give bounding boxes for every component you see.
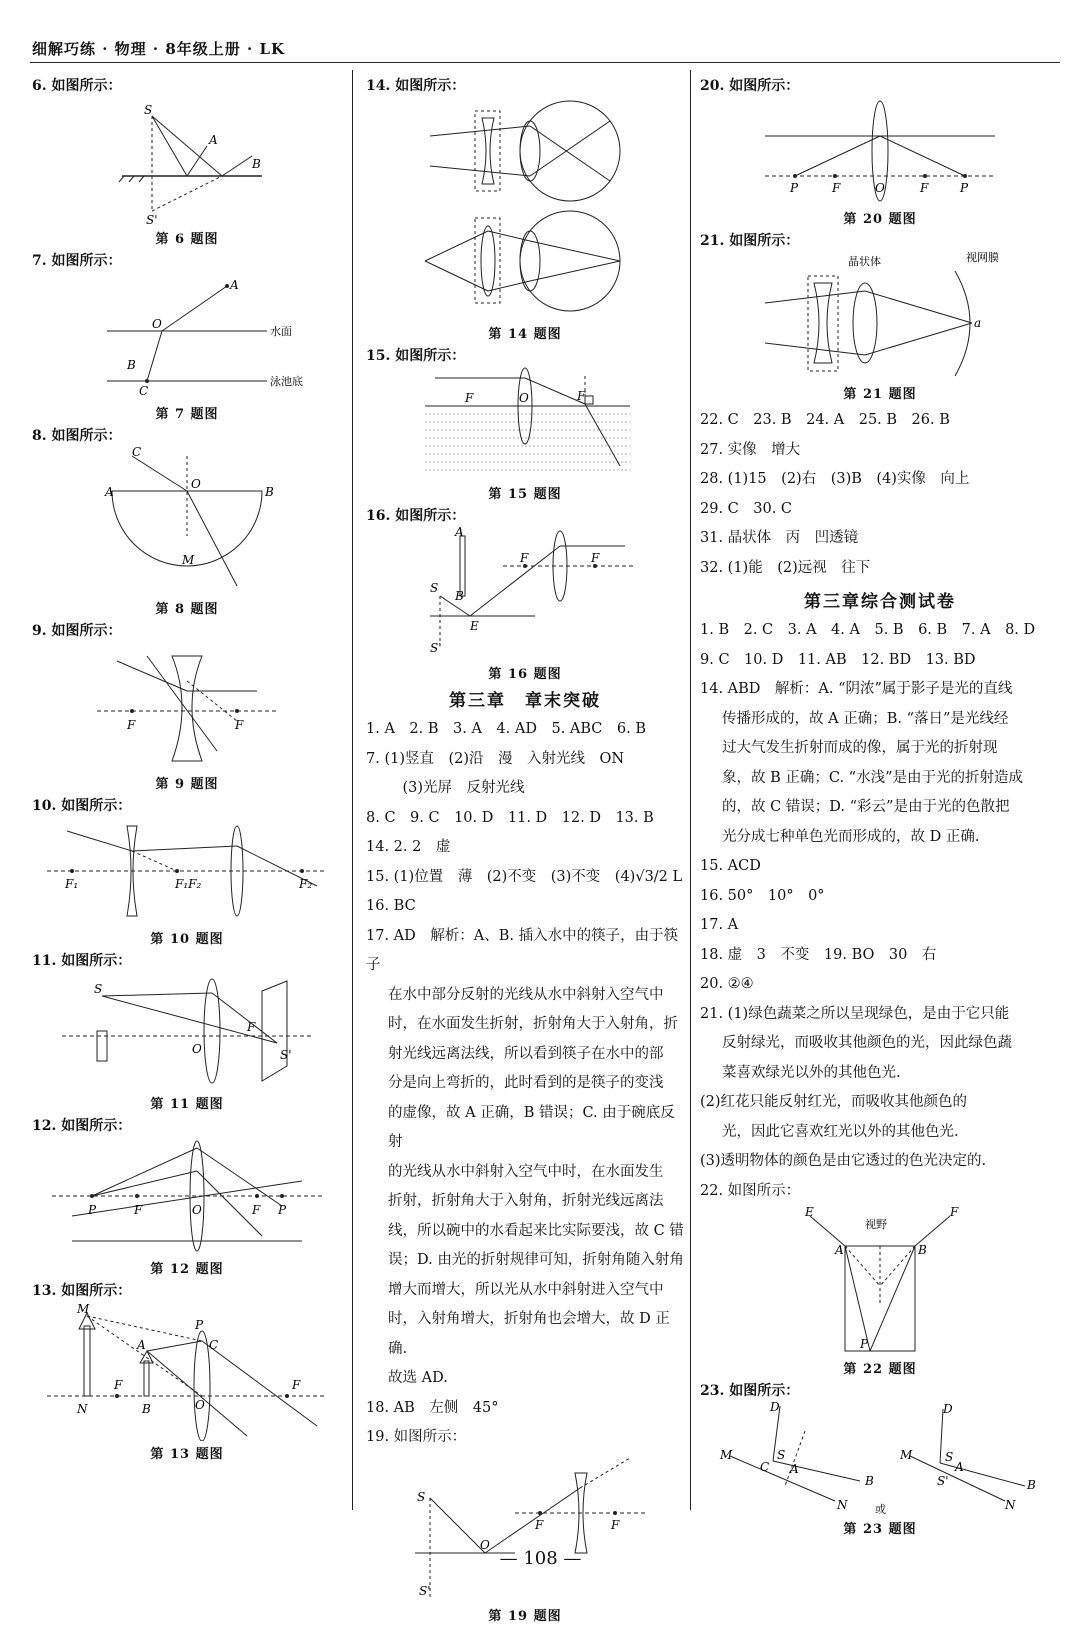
svg-text:F₁: F₁ <box>65 877 79 891</box>
caption-11: 第 11 题图 <box>150 1097 224 1112</box>
svg-text:O: O <box>519 391 529 405</box>
svg-text:B: B <box>127 358 136 372</box>
answer-line: 20. ②④ <box>700 976 754 992</box>
svg-text:P: P <box>278 1203 287 1217</box>
caption-19: 第 19 题图 <box>488 1608 562 1624</box>
svg-text:B: B <box>252 157 261 171</box>
svg-text:D: D <box>770 1401 780 1414</box>
svg-text:O: O <box>152 317 162 331</box>
col2-answer-list <box>366 715 684 1453</box>
svg-text:O: O <box>195 1398 205 1412</box>
svg-text:P: P <box>860 1337 869 1351</box>
svg-text:C: C <box>139 384 149 398</box>
svg-text:S': S' <box>430 641 442 655</box>
caption-23: 第 23 题图 <box>843 1522 917 1537</box>
answer-line: 误；D. 由光的折射规律可知，折射角随入射角 <box>388 1252 684 1268</box>
svg-text:A: A <box>455 526 464 539</box>
q6-label: 6. 如图所示： <box>32 78 122 94</box>
answer-line: 在水中部分反射的光线从水中斜射入空气中 <box>388 986 664 1003</box>
answer-line: 8. C 9. C 10. D 11. D 12. D 13. B <box>366 809 654 826</box>
svg-text:S': S' <box>937 1474 949 1488</box>
answer-line: 15. ACD <box>700 858 761 874</box>
svg-text:D: D <box>943 1402 953 1416</box>
answer-line: 21. (1)绿色蔬菜之所以呈现绿色，是由于它只能 <box>700 1005 1010 1022</box>
col3-answer-list-b <box>700 616 1060 1206</box>
svg-text:C: C <box>209 1338 219 1352</box>
figure-21 <box>760 251 1000 381</box>
column-divider-1 <box>352 70 353 1510</box>
figure-11 <box>52 971 322 1091</box>
svg-text:F₁F₂: F₁F₂ <box>175 877 202 891</box>
figure-12 <box>42 1136 332 1256</box>
q10-label: 10. 如图所示： <box>32 798 132 814</box>
svg-text:B: B <box>142 1402 151 1416</box>
svg-text:F: F <box>134 1203 143 1217</box>
svg-text:E: E <box>470 619 479 633</box>
svg-text:C: C <box>760 1460 770 1474</box>
answer-line: 的虚像，故 A 正确，B 错误；C. 由于碗底反射 <box>388 1104 675 1150</box>
caption-20: 第 20 题图 <box>843 212 917 227</box>
answer-line: 27. 实像 增大 <box>700 441 801 458</box>
answer-line: (3)透明物体的颜色是由它透过的色光决定的. <box>700 1153 987 1169</box>
caption-15: 第 15 题图 <box>488 487 562 502</box>
svg-text:M: M <box>720 1448 733 1462</box>
q12-label: 12. 如图所示： <box>32 1118 132 1134</box>
caption-8: 第 8 题图 <box>155 602 219 617</box>
svg-text:F: F <box>611 1517 620 1532</box>
answer-line: 射光线远离法线，所以看到筷子在水中的部 <box>388 1045 664 1062</box>
column-1 <box>32 72 342 1466</box>
svg-text:B: B <box>265 485 274 499</box>
water-surface-label: 水面 <box>270 325 292 338</box>
answer-line: 22. 如图所示： <box>700 1182 801 1199</box>
svg-text:S: S <box>945 1450 954 1464</box>
svg-text:S': S' <box>280 1048 292 1062</box>
svg-text:B: B <box>865 1474 874 1488</box>
q23-label: 23. 如图所示： <box>700 1383 800 1399</box>
figure-15 <box>415 366 635 481</box>
answer-line: 14. 2. 2 虚 <box>366 839 451 855</box>
answer-line: 18. AB 左侧 45° <box>366 1399 499 1416</box>
figure-23 <box>715 1401 1045 1516</box>
or-label: 或 <box>875 1503 886 1516</box>
svg-text:A: A <box>137 1338 146 1352</box>
svg-text:S: S <box>430 581 439 595</box>
svg-text:S: S <box>144 103 153 117</box>
section-title-chapter3-test: 第三章综合测试卷 <box>804 592 956 612</box>
q13-label: 13. 如图所示： <box>32 1283 132 1299</box>
column-3 <box>700 72 1060 1541</box>
svg-text:O: O <box>191 477 201 491</box>
answer-line: 过大气发生折射而成的像，属于光的折射现 <box>722 740 998 756</box>
svg-text:M: M <box>900 1448 913 1462</box>
answer-line: 菜喜欢绿光以外的其他色光. <box>722 1064 901 1081</box>
figure-19 <box>405 1453 645 1603</box>
figure-13 <box>37 1301 337 1441</box>
page-header: 细解巧练 · 物理 · 8年级上册 · LK <box>32 40 286 58</box>
caption-14: 第 14 题图 <box>488 327 562 342</box>
answer-line: 折射，折射角大于入射角，折射光线远离法 <box>388 1193 664 1209</box>
caption-16: 第 16 题图 <box>488 667 562 682</box>
answer-line: 28. (1)15 (2)右 (3)B (4)实像 向上 <box>700 471 970 487</box>
svg-text:F: F <box>535 1517 544 1532</box>
view-label: 视野 <box>865 1218 887 1231</box>
answer-line: 象，故 B 正确；C. “水浅”是由于光的折射造成 <box>722 769 1023 786</box>
q8-label: 8. 如图所示： <box>32 428 122 444</box>
answer-line: 9. C 10. D 11. AB 12. BD 13. BD <box>700 651 976 668</box>
answer-line: 15. (1)位置 薄 (2)不变 (3)不变 (4)√3/2 L <box>366 868 683 885</box>
q20-label: 20. 如图所示： <box>700 78 800 94</box>
q7-label: 7. 如图所示： <box>32 253 122 269</box>
answer-line: 17. AD 解析：A、B. 插入水中的筷子，由于筷子 <box>366 927 679 973</box>
svg-text:O: O <box>192 1042 202 1056</box>
q14-label: 14. 如图所示： <box>366 78 466 94</box>
svg-text:F: F <box>235 718 244 732</box>
col3-answer-list-a <box>700 406 1060 583</box>
answer-line: 增大而增大，所以光从水中斜射进入空气中 <box>388 1281 664 1298</box>
caption-21: 第 21 题图 <box>843 387 917 402</box>
answer-line: 反射绿光，而吸收其他颜色的光，因此绿色蔬 <box>722 1035 1012 1051</box>
retina-label: 视网膜 <box>966 251 999 264</box>
figure-10 <box>37 816 337 926</box>
svg-text:S: S <box>777 1448 786 1462</box>
svg-text:F: F <box>114 1378 123 1392</box>
svg-text:F: F <box>292 1378 301 1392</box>
svg-text:F: F <box>465 391 474 405</box>
q15-label: 15. 如图所示： <box>366 348 466 364</box>
svg-text:S': S' <box>146 213 158 226</box>
caption-6: 第 6 题图 <box>155 232 219 247</box>
svg-text:F: F <box>127 718 136 732</box>
svg-text:B: B <box>918 1243 927 1257</box>
header-rule <box>30 62 1060 63</box>
svg-text:F: F <box>577 389 586 403</box>
svg-text:P: P <box>88 1203 97 1217</box>
svg-text:O: O <box>192 1203 202 1217</box>
answer-line: 31. 晶状体 丙 凹透镜 <box>700 530 859 546</box>
answer-line: 光分成七种单色光而形成的，故 D 正确. <box>722 828 980 845</box>
svg-text:C: C <box>132 446 142 459</box>
caption-12: 第 12 题图 <box>150 1262 224 1277</box>
q11-label: 11. 如图所示： <box>32 953 132 969</box>
figure-6 <box>102 96 272 226</box>
answer-line: 19. 如图所示： <box>366 1429 467 1445</box>
svg-text:P: P <box>790 181 799 195</box>
caption-9: 第 9 题图 <box>155 777 219 792</box>
caption-13: 第 13 题图 <box>150 1447 224 1462</box>
caption-22: 第 22 题图 <box>843 1362 917 1377</box>
answer-line: 时，入射角增大，折射角也会增大，故 D 正确. <box>388 1311 670 1357</box>
answer-line: 的，故 C 错误；D. “彩云”是由于光的色散把 <box>722 799 1010 815</box>
q9-label: 9. 如图所示： <box>32 623 122 639</box>
answer-line: 的光线从水中斜射入空气中时，在水面发生 <box>388 1163 664 1180</box>
svg-text:F: F <box>920 181 929 195</box>
svg-text:N: N <box>1005 1498 1016 1512</box>
q16-label: 16. 如图所示： <box>366 508 466 524</box>
q21-label: 21. 如图所示： <box>700 233 800 249</box>
figure-7 <box>67 271 307 401</box>
svg-text:O: O <box>480 1537 490 1552</box>
svg-text:P: P <box>960 181 969 195</box>
page-number: — 108 — <box>499 1548 582 1569</box>
svg-text:S: S <box>417 1489 426 1504</box>
answer-line: 16. 50° 10° 0° <box>700 887 825 904</box>
answer-line: 14. ABD 解析：A. “阴浓”属于影子是光的直线 <box>700 681 1013 697</box>
answer-line: 29. C 30. C <box>700 500 793 517</box>
answer-line: 32. (1)能 (2)远视 往下 <box>700 559 871 576</box>
answer-line: 7. (1)竖直 (2)沿 漫 入射光线 ON <box>366 750 625 767</box>
svg-text:A: A <box>835 1243 844 1257</box>
svg-text:F: F <box>247 1020 256 1034</box>
answer-line: 1. B 2. C 3. A 4. A 5. B 6. B 7. A 8. D <box>700 622 1036 638</box>
answer-line: 17. A <box>700 917 739 933</box>
figure-22 <box>800 1206 960 1356</box>
answer-line: 分是向上弯折的，此时看到的是筷子的变浅 <box>388 1075 664 1091</box>
answer-line: (2)红花只能反射红光，而吸收其他颜色的 <box>700 1094 968 1110</box>
column-2 <box>366 72 684 1628</box>
svg-text:P: P <box>195 1318 204 1332</box>
answer-line: 故选 AD. <box>388 1370 448 1386</box>
answer-line: 22. C 23. B 24. A 25. B 26. B <box>700 412 950 428</box>
svg-text:F: F <box>252 1203 261 1217</box>
svg-text:B: B <box>1027 1478 1036 1492</box>
svg-text:B: B <box>455 589 464 603</box>
svg-text:S: S <box>94 982 103 996</box>
figure-16 <box>415 526 635 661</box>
figure-20 <box>760 96 1000 206</box>
figure-8 <box>87 446 287 596</box>
svg-text:M: M <box>77 1302 90 1316</box>
answer-line: 18. 虚 3 不变 19. BO 30 右 <box>700 946 937 963</box>
answer-line: 传播形成的，故 A 正确；B. “落日”是光线经 <box>722 710 1009 727</box>
caption-10: 第 10 题图 <box>150 932 224 947</box>
lens-label: 晶状体 <box>848 255 881 268</box>
answer-line: 光，因此它喜欢红光以外的其他色光. <box>722 1123 959 1140</box>
column-divider-2 <box>690 70 691 1510</box>
answer-line: (3)光屏 反射光线 <box>388 780 525 796</box>
svg-text:a: a <box>974 316 982 330</box>
svg-text:F: F <box>832 181 841 195</box>
svg-text:A: A <box>230 278 239 292</box>
svg-text:M: M <box>182 553 195 567</box>
svg-text:S': S' <box>419 1583 431 1598</box>
svg-text:F: F <box>520 551 529 565</box>
svg-text:F: F <box>950 1206 959 1219</box>
figure-9 <box>87 641 287 771</box>
svg-text:N: N <box>837 1498 848 1512</box>
svg-text:F₂: F₂ <box>299 877 313 891</box>
svg-text:N: N <box>77 1402 88 1416</box>
answer-line: 1. A 2. B 3. A 4. AD 5. ABC 6. B <box>366 721 647 737</box>
caption-7: 第 7 题图 <box>155 407 219 422</box>
answer-line: 线，所以碗中的水看起来比实际要浅，故 C 错 <box>388 1222 684 1239</box>
svg-text:A: A <box>105 485 114 499</box>
section-title-chapter3-review: 第三章 章末突破 <box>449 691 601 711</box>
answer-line: 16. BC <box>366 898 416 914</box>
svg-text:A: A <box>209 133 218 147</box>
pool-bottom-label: 泳池底 <box>270 375 303 388</box>
svg-text:F: F <box>591 551 600 565</box>
svg-text:O: O <box>875 181 885 195</box>
figure-14 <box>420 96 630 321</box>
svg-text:E: E <box>805 1206 814 1219</box>
answer-line: 时，在水面发生折射，折射角大于入射角，折 <box>388 1016 678 1032</box>
svg-text:A: A <box>955 1460 964 1474</box>
svg-text:A: A <box>790 1462 799 1476</box>
